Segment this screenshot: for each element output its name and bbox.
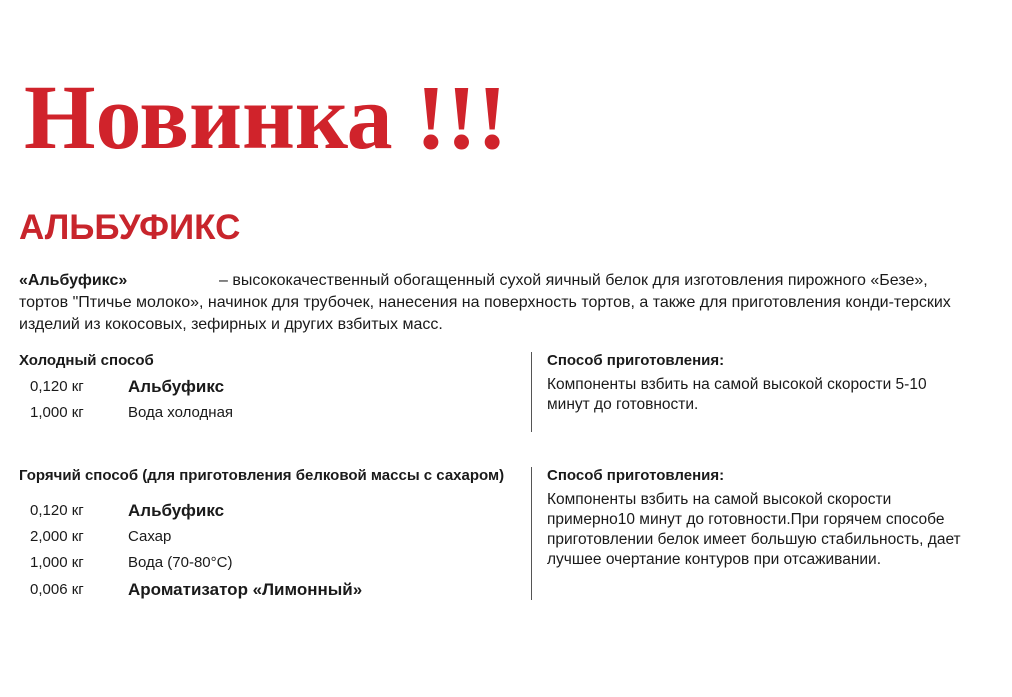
product-title: АЛЬБУФИКС (19, 208, 241, 247)
ingredient-name: Альбуфикс (128, 377, 225, 396)
ingredient-qty: 2,000 кг (30, 528, 84, 545)
intro-lead: «Альбуфикс» (19, 272, 128, 289)
ingredient-qty: 1,000 кг (30, 404, 84, 421)
ingredient-qty: 0,120 кг (30, 502, 84, 519)
cold-method-heading: Способ приготовления: (547, 352, 725, 369)
ingredient-name: Сахар (128, 528, 172, 545)
ingredient-name: Ароматизатор «Лимонный» (128, 580, 363, 599)
intro-paragraph (19, 270, 979, 336)
headline: Новинка !!! (24, 66, 508, 168)
ingredient-name: Альбуфикс (128, 501, 225, 520)
column-divider (531, 352, 532, 432)
hot-method-heading: Способ приготовления: (547, 467, 725, 484)
column-divider (531, 467, 532, 600)
ingredient-qty: 1,000 кг (30, 554, 84, 571)
hot-method-title: Горячий способ (для приготовления белковой массы с сахаром) (19, 467, 505, 484)
cold-method-text: Компоненты взбить на самой высокой скорости 5-10 минут до готовности. (547, 376, 927, 413)
hot-method-text: Компоненты взбить на самой высокой скорости примерно10 минут до готовности.При горячем способе приготовлении белок имеет большую стабильность, дает лучшее очертание контуров при отсаживании. (547, 491, 961, 568)
ingredient-qty: 0,120 кг (30, 378, 84, 395)
intro-text: – высококачественный обогащенный сухой яичный белок для изготовления пирожного «Безе», тортов "Птичье молоко», начинок для трубочек, нанесения на поверхность тортов, а также для приготовления конди-терских изделий из кокосовых, зефирных и других взбитых масс. (19, 272, 951, 333)
cold-method-title: Холодный способ (19, 352, 154, 369)
ingredient-name: Вода (70-80°С) (128, 554, 233, 571)
ingredient-qty: 0,006 кг (30, 581, 84, 598)
ingredient-name: Вода холодная (128, 404, 234, 421)
